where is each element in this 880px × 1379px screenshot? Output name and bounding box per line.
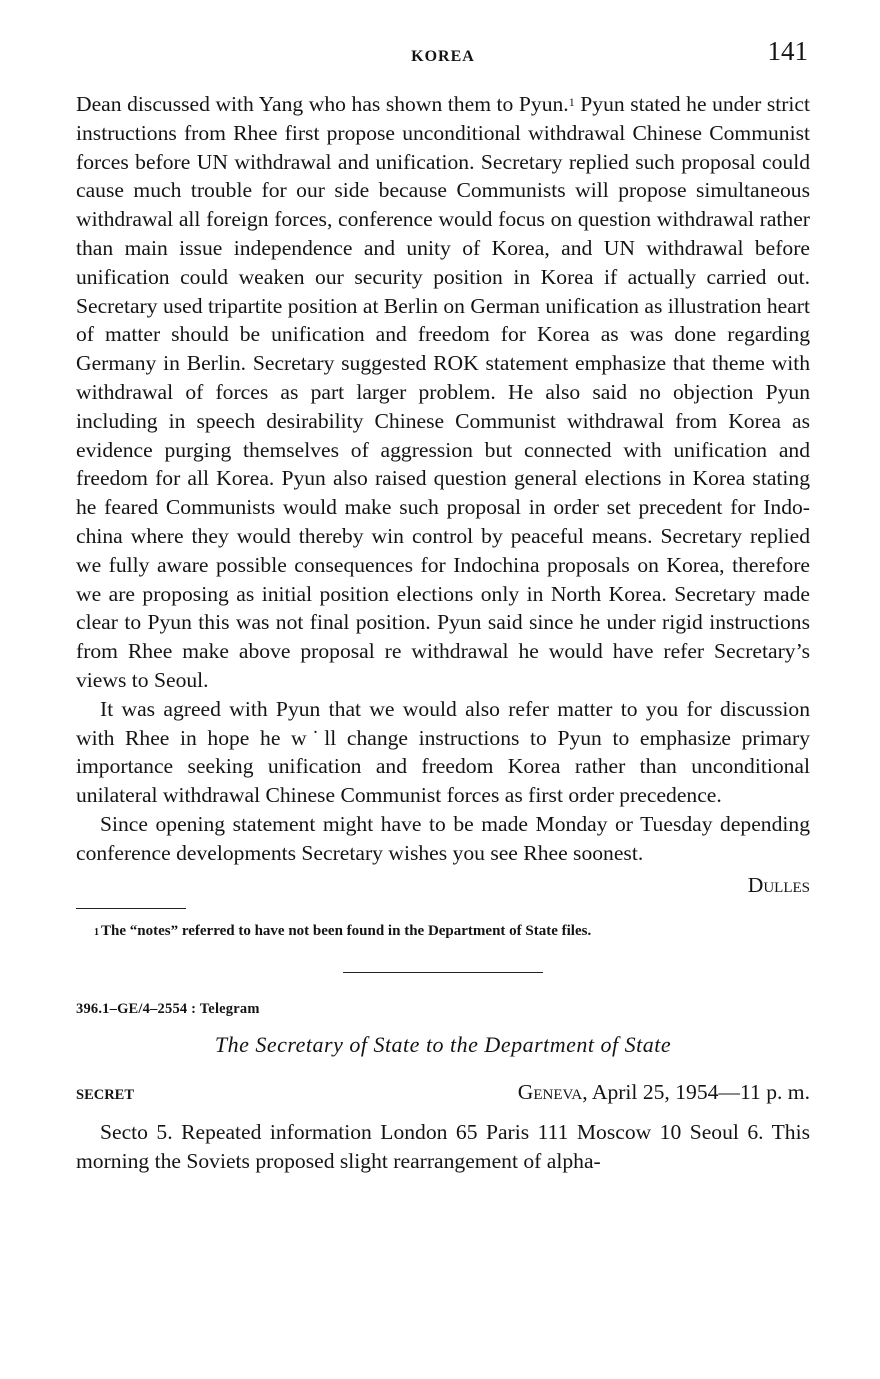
- signature: Dulles: [747, 872, 810, 897]
- paragraph-1-continuation: Pyun stated he under strict instructions from Rhee first propose unconditional withdrawal Chinese Communist forces before UN withdrawal and unification. Secretary replied such proposal could cause much trouble for our side because Communists will propose simultaneous withdrawal all foreign forces, conference would focus on question withdrawal rather than main issue independence and unity of Korea, and UN withdrawal before unification could weaken our security position in Korea if actually carried out. Secretary used tripartite position at Berlin on German unification as illustration heart of matter should be unification and freedom for Korea as was done regarding Germany in Berlin. Secretary suggested ROK statement emphasize that theme with withdrawal of forces as part larger problem. He also said no objection Pyun including in speech desirability Chinese Communist withdrawal from Korea as evidence purging themselves of aggression but connected with unification and freedom for all Korea. Pyun also raised question general elections in Korea stating he feared Communists would make such proposal in order set precedent for Indochina where they would thereby win control by peaceful means. Secretary replied we fully aware possible consequences for Indochina proposals on Korea, therefore we are proposing as initial position elections only in North Korea. Secretary made clear to Pyun this was not final position. Pyun said since he under rigid instructions from Rhee make above proposal re withdrawal he would have refer Secretary’s views to Seoul.: [76, 92, 810, 692]
- file-reference: 396.1–GE/4–2554 : Telegram: [76, 1001, 260, 1018]
- footnote-reference[interactable]: 1: [568, 95, 575, 109]
- document-title: The Secretary of State to the Department of State: [214, 1032, 672, 1058]
- page-number: 141: [767, 36, 808, 66]
- footnote-marker: 1: [94, 927, 99, 939]
- section-divider: [343, 972, 543, 973]
- running-head: [76, 36, 810, 90]
- body-paragraph-3: Since opening statement might have to be made Monday or Tuesday depending conference developments Secretary wishes you see Rhee soonest.: [76, 811, 810, 865]
- date-text: , April 25, 1954—11 p. m.: [582, 1080, 810, 1105]
- running-title: KOREA: [411, 48, 475, 65]
- paragraph-1-opening: Dean discussed with Yang who has shown them to Pyun.: [76, 92, 569, 116]
- body-paragraph-2: It was agreed with Pyun that we would also refer matter to you for discussion with Rhee in hope he w˙ll change instructions to Pyun to emphasize primary importance seeking unification and freedom Korea rather than unconditional unilateral withdrawal Chinese Communist forces as first order precedence.: [76, 696, 810, 808]
- document-page: [76, 36, 810, 1176]
- telegram-body-2: [76, 1118, 810, 1176]
- footnote: [76, 920, 810, 942]
- telegram-body: [76, 90, 810, 868]
- footnote-divider: [76, 908, 186, 909]
- body-paragraph-1: [76, 90, 810, 695]
- place-and-date: [518, 1080, 810, 1105]
- classification-label: SECRET: [76, 1087, 135, 1104]
- body-paragraph-4: Secto 5. Repeated information London 65 Paris 111 Moscow 10 Seoul 6. This morning the Soviets proposed slight rearrangement of alpha-: [76, 1120, 810, 1174]
- footnote-text: The “notes” referred to have not been found in the Department of State files.: [101, 923, 592, 940]
- place-name: Geneva: [517, 1080, 583, 1105]
- dateline: [76, 1080, 810, 1112]
